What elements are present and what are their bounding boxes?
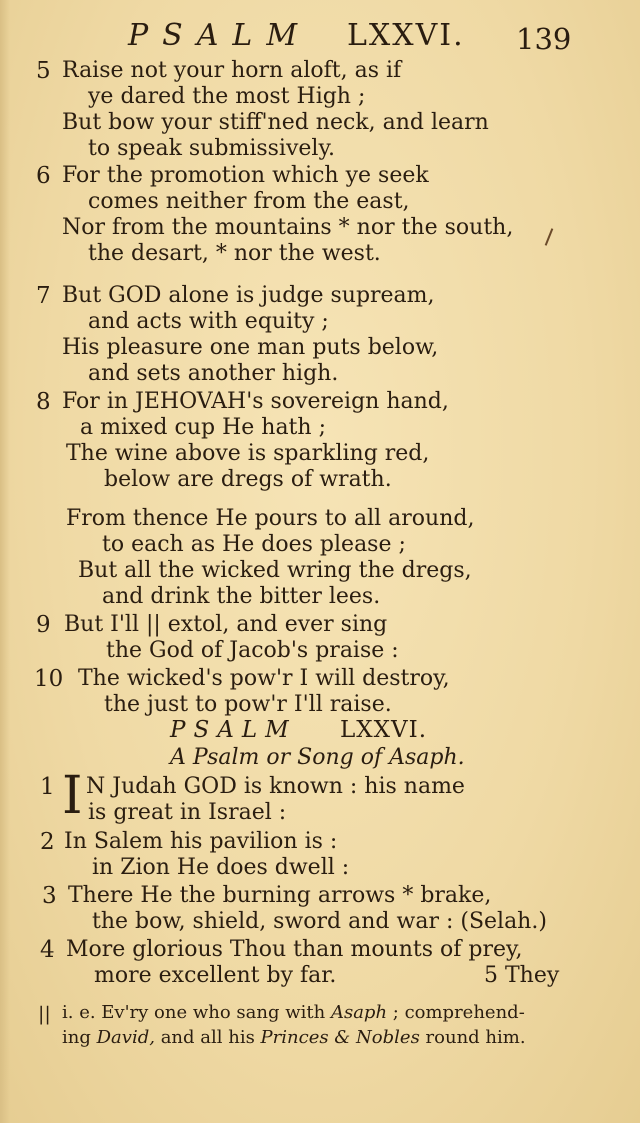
- verse-line: comes neither from the east,: [88, 189, 410, 214]
- psalm-heading-number: LXXVI.: [340, 717, 428, 743]
- verse-number: 3: [42, 883, 57, 909]
- verse-line: But bow your stiff'ned neck, and learn: [62, 110, 489, 135]
- footnote-line-2: [62, 1026, 526, 1050]
- footnote-text: ing: [62, 1027, 91, 1048]
- footnote-name: David,: [96, 1027, 155, 1048]
- verse-number: 5: [36, 58, 51, 84]
- verse-line: For in JEHOVAH's sovereign hand,: [62, 389, 449, 414]
- verse-number: 2: [40, 829, 55, 855]
- verse-number: 7: [36, 283, 51, 309]
- verse-line: There He the burning arrows * brake,: [68, 883, 492, 908]
- verse-number: 9: [36, 612, 51, 638]
- drop-cap: I: [62, 766, 83, 826]
- footnote-mark: ||: [38, 1003, 51, 1025]
- footnote-name: Asaph: [330, 1002, 388, 1023]
- footnote-text: i. e. Ev'ry one who sang with: [62, 1002, 326, 1023]
- verse-line: the God of Jacob's praise :: [106, 638, 399, 663]
- verse-number: 8: [36, 389, 51, 415]
- verse-line: the just to pow'r I'll raise.: [104, 692, 392, 717]
- verse-line: is great in Israel :: [88, 800, 287, 825]
- verse-line: For the promotion which ye seek: [62, 163, 429, 188]
- running-title: PSALM: [128, 18, 312, 53]
- verse-line: below are dregs of wrath.: [104, 467, 392, 492]
- verse-line: But I'll || extol, and ever sing: [64, 612, 388, 637]
- verse-number: 1: [40, 774, 55, 800]
- verse-line: N Judah GOD is known : his name: [86, 774, 465, 799]
- running-psalm-number: LXXVI.: [347, 18, 465, 53]
- psalm-subtitle: A Psalm or Song of Asaph.: [170, 745, 465, 770]
- page-number: 139: [516, 22, 572, 56]
- verse-number: 10: [34, 666, 64, 692]
- footnote-text: ; comprehend-: [392, 1002, 525, 1023]
- verse-number: 4: [40, 937, 55, 963]
- page-edge-shadow: [0, 0, 10, 1123]
- footnote-text: and all his: [160, 1027, 255, 1048]
- footnote-name: Princes & Nobles: [260, 1027, 420, 1048]
- psalm-heading: PSALM: [170, 717, 297, 743]
- footnote-line-1: [62, 1001, 525, 1025]
- verse-line: More glorious Thou than mounts of prey,: [66, 937, 523, 962]
- verse-line: the bow, shield, sword and war : (Selah.): [92, 909, 547, 934]
- verse-line: Raise not your horn aloft, as if: [62, 58, 402, 83]
- verse-line: in Zion He does dwell :: [92, 855, 350, 880]
- verse-line: to each as He does please ;: [102, 532, 406, 557]
- verse-line: and drink the bitter lees.: [102, 584, 381, 609]
- verse-line: In Salem his pavilion is :: [64, 829, 338, 854]
- verse-line: a mixed cup He hath ;: [80, 415, 326, 440]
- verse-line: and sets another high.: [88, 361, 339, 386]
- catchword: 5 They: [484, 963, 560, 988]
- verse-line: The wine above is sparkling red,: [66, 441, 430, 466]
- verse-line: to speak submissively.: [88, 136, 335, 161]
- verse-line: more excellent by far.: [94, 963, 337, 988]
- footnote-text: round him.: [425, 1027, 526, 1048]
- verse-line: the desart, * nor the west.: [88, 241, 381, 266]
- verse-line: From thence He pours to all around,: [66, 506, 475, 531]
- verse-line: His pleasure one man puts below,: [62, 335, 439, 360]
- verse-line: Nor from the mountains * nor the south,: [62, 215, 514, 240]
- ink-mark: [545, 228, 554, 245]
- verse-line: ye dared the most High ;: [88, 84, 366, 109]
- verse-number: 6: [36, 163, 51, 189]
- verse-line: The wicked's pow'r I will destroy,: [78, 666, 450, 691]
- verse-line: and acts with equity ;: [88, 309, 329, 334]
- verse-line: But all the wicked wring the dregs,: [78, 558, 472, 583]
- verse-line: But GOD alone is judge supream,: [62, 283, 435, 308]
